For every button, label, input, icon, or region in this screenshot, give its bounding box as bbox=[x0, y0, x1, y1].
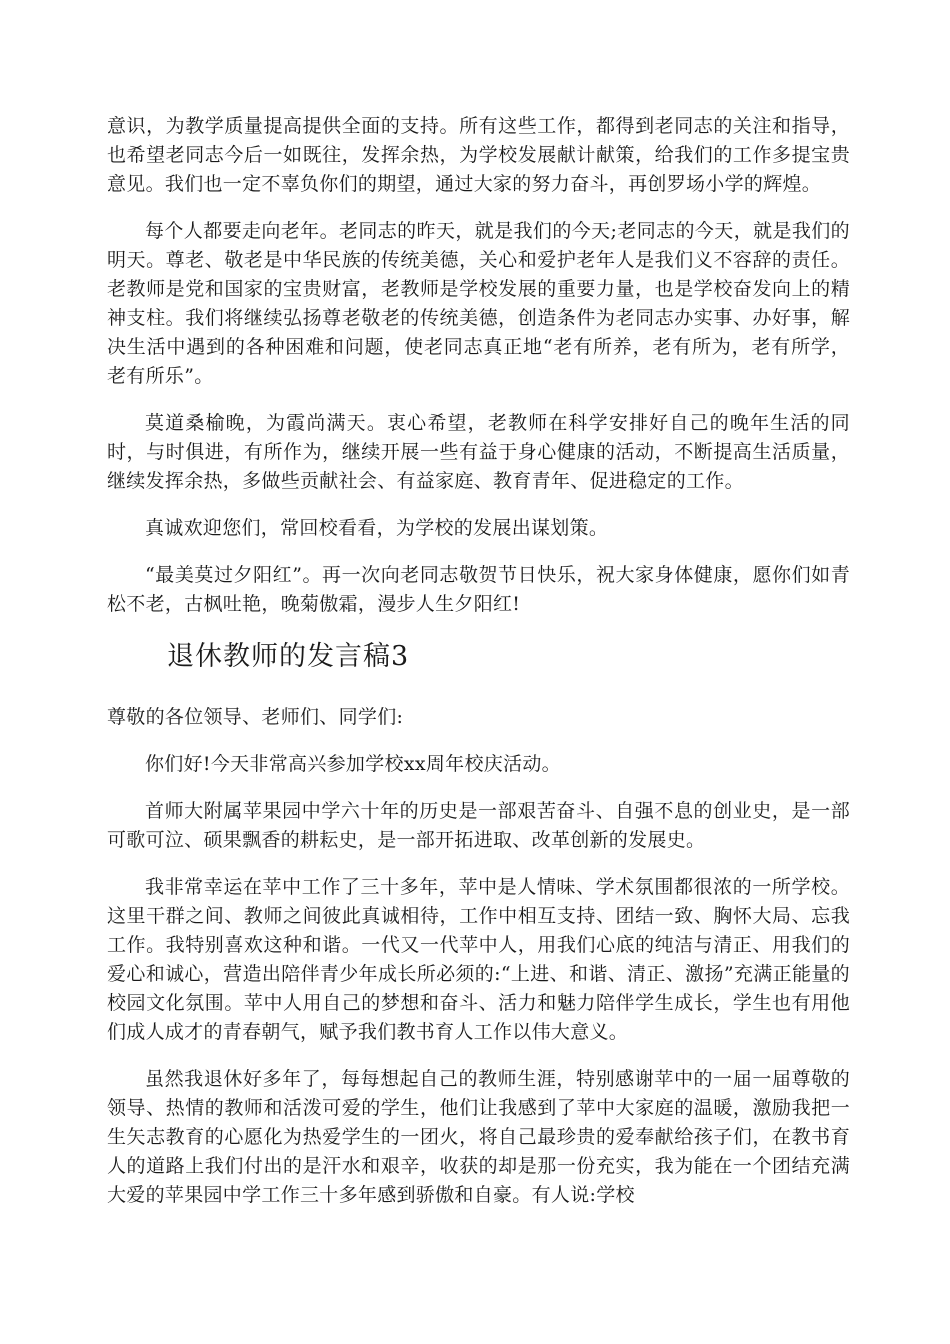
salutation: 尊敬的各位领导、老师们、同学们: bbox=[107, 706, 404, 728]
paragraph-before-2: 每个人都要走向老年。老同志的昨天，就是我们的今天;老同志的今天，就是我们的明天。尊老、敬老是中华民族的传统美德，关心和爱护老年人是我们义不容辞的责任。老教师是党和国家的宝贵财富，老教师是学校发展的重要力量，也是学校奋发向上的精神支柱。我们将继续弘扬尊老敬老的传统美德，创造条件为老同志办实事、办好事，解决生活中遇到的各种困难和问题，使老同志真正地“老有所养，老有所为，老有所学，老有所乐”。 bbox=[107, 220, 850, 387]
paragraph-before-5: “最美莫过夕阳红”。再一次向老同志敬贺节日快乐，祝大家身体健康，愿你们如青松不老，古枫吐艳，晚菊傲霜，漫步人生夕阳红! bbox=[107, 564, 850, 615]
paragraph-after-2: 首师大附属苹果园中学六十年的历史是一部艰苦奋斗、自强不息的创业史，是一部可歌可泣、硕果飘香的耕耘史，是一部开拓进取、改革创新的发展史。 bbox=[107, 800, 850, 851]
paragraph-before-4: 真诚欢迎您们，常回校看看，为学校的发展出谋划策。 bbox=[145, 517, 609, 539]
paragraph-after-4: 虽然我退休好多年了，每每想起自己的教师生涯，特别感谢苹中的一届一届尊敬的领导、热情的教师和活泼可爱的学生，他们让我感到了苹中大家庭的温暖，激励我把一生矢志教育的心愿化为热爱学生的一团火，将自己最珍贵的爱奉献给孩子们，在教书育人的道路上我们付出的是汗水和艰辛，收获的却是那一份充实，我为能在一个团结充满大爱的苹果园中学工作三十多年感到骄傲和自豪。有人说:学校 bbox=[107, 1068, 850, 1206]
paragraph-after-3: 我非常幸运在苹中工作了三十多年，苹中是人情味、学术氛围都很浓的一所学校。这里干群之间、教师之间彼此真诚相待，工作中相互支持、团结一致、胸怀大局、忘我工作。我特别喜欢这种和谐。一代又一代苹中人，用我们心底的纯洁与清正、用我们的爱心和诚心，营造出陪伴青少年成长所必须的:“上进、和谐、清正、激扬”充满正能量的校园文化氛围。苹中人用自己的梦想和奋斗、活力和魅力陪伴学生成长，学生也有用他们成人成才的青春朝气，赋予我们教书育人工作以伟大意义。 bbox=[107, 876, 850, 1043]
section-heading: 退休教师的发言稿3 bbox=[167, 641, 410, 672]
paragraph-after-1: 你们好!今天非常高兴参加学校xx周年校庆活动。 bbox=[145, 753, 561, 775]
paragraph-before-1: 意识，为教学质量提高提供全面的支持。所有这些工作，都得到老同志的关注和指导，也希望老同志今后一如既往，发挥余热，为学校发展献计献策，给我们的工作多提宝贵意见。我们也一定不辜负你们的期望，通过大家的努力奋斗，再创罗场小学的辉煌。 bbox=[107, 115, 850, 195]
paragraph-before-3: 莫道桑榆晚，为霞尚满天。衷心希望，老教师在科学安排好自己的晚年生活的同时，与时俱进，有所作为，继续开展一些有益于身心健康的活动，不断提高生活质量，继续发挥余热，多做些贡献社会、有益家庭、教育青年、促进稳定的工作。 bbox=[107, 412, 850, 492]
